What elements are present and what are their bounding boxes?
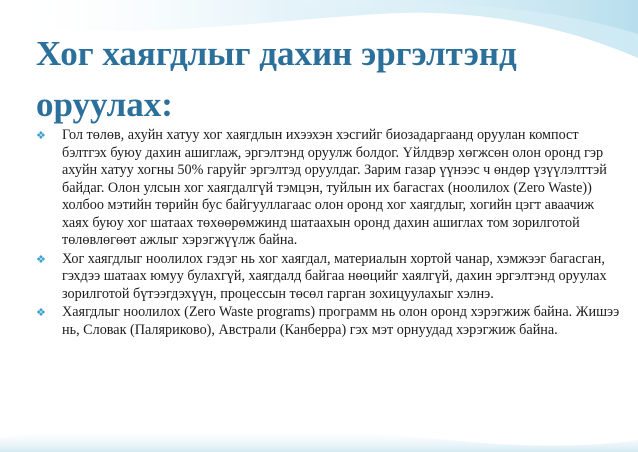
bullet-icon: ❖ [36, 307, 46, 319]
bullet-item [36, 304, 620, 339]
bullet-text: Хог хаягдлыг ноолилох гэдэг нь хог хаягдал, материалын хортой чанар, хэмжээг багасган, гэхдээ шатаах юмуу булахгүй, хаягдалд байгаа нөөцийг хаялгүй, дахин эргэлтэнд оруулах зорилготой бүтээгдэхүүн, процессын төсөл гарган зохицуулахыг хэлнэ. [62, 250, 607, 302]
bullet-text: Хаягдлыг ноолилох (Zero Waste programs) программ нь олон оронд хэрэгжиж байна. Жишээ нь, Словак (Паляриково), Австрали (Канберра) гэх мэт орнуудад хэрэгжиж байна. [62, 304, 620, 338]
slide-title: Хог хаягдлыг дахин эргэлтэнд оруулах: [36, 34, 517, 124]
bullet-list [36, 127, 620, 340]
bullet-item [36, 127, 620, 250]
bullet-icon: ❖ [36, 253, 46, 266]
bullet-text: Гол төлөв, ахуйн хатуу хог хаягдлын ихээхэн хэсгийг биозадаргаанд оруулан компост бэлтгэх буюу дахин ашиглаж, эргэлтэнд оруулж болдог. Үйлдвэр хөгжсөн олон оронд гэр ахуйн хатуу хогны 50% гаруйг эргэлтэд оруулдаг. Зарим газар үүнээс ч өндөр үзүүлэлттэй байдаг. Олон улсын хог хаягдалгүй тэмцэн, туйлын их багасгах (ноолилох (Zero Waste)) холбоо мэтийн төрийн бус байгууллагаас олон оронд хог хаягдлыг, хогийн цэгт аваачиж хаях буюу хог шатаах төхөөрөмжинд шатаахын оронд дахин ашиглах том зорилготой төлөвлөгөөт ажлыг хэрэгжүүлж байна. [62, 127, 607, 248]
bottom-wave [0, 428, 638, 452]
bullet-item [36, 251, 620, 304]
bullet-icon: ❖ [36, 130, 46, 142]
